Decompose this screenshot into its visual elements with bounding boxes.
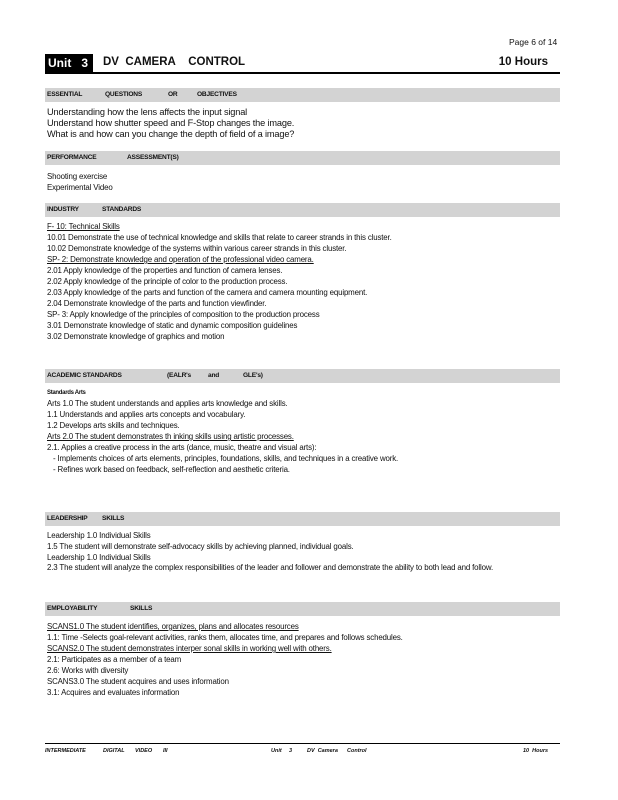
text-line: 1.1: Time -Selects goal-relevant activities, ranks them, allocates time, and prepares and follows schedules.: [47, 633, 403, 642]
text-line: 3.02 Demonstrate knowledge of graphics and motion: [47, 332, 225, 341]
footer-word: Control: [347, 748, 367, 754]
unit-label: Unit 3: [45, 54, 93, 72]
section-header-essential: [45, 88, 560, 102]
page-footer: [45, 743, 560, 754]
text-line: 2.04 Demonstrate knowledge of the parts and function viewfinder.: [47, 299, 267, 308]
section-header-performance: [45, 151, 560, 165]
footer-word: DIGITAL: [103, 748, 125, 754]
header-word: SKILLS: [130, 605, 153, 612]
section-header-academic: [45, 369, 560, 383]
text-line: Arts 1.0 The student understands and applies arts knowledge and skills.: [47, 399, 288, 408]
employability-skills-block: [47, 621, 559, 698]
text-line: Leadership 1.0 Individual Skills: [47, 553, 151, 562]
header-word: ESSENTIAL: [47, 91, 83, 98]
text-line: 2.01 Apply knowledge of the properties and function of camera lenses.: [47, 266, 283, 275]
text-line: Shooting exercise: [47, 172, 108, 181]
text-line: 3.01 Demonstrate knowledge of static and dynamic composition guidelines: [47, 321, 298, 330]
header-word: PERFORMANCE: [47, 154, 97, 161]
header-word: QUESTIONS: [105, 91, 143, 98]
text-line: Understanding how the lens affects the input signal: [47, 107, 248, 117]
footer-hours: 10 Hours: [523, 748, 549, 754]
section-header-industry: [45, 203, 560, 217]
text-line: 10.02 Demonstrate knowledge of the systems within various career strands in this cluster.: [47, 244, 347, 253]
text-line: F- 10: Technical Skills: [47, 222, 120, 231]
header-word: STANDARDS: [102, 206, 142, 213]
header-word: LEADERSHIP: [47, 515, 88, 522]
header-word: INDUSTRY: [47, 206, 79, 213]
text-line: Leadership 1.0 Individual Skills: [47, 531, 151, 540]
text-line: SP- 3: Apply knowledge of the principles of composition to the production process: [47, 310, 320, 319]
footer-word: III: [163, 748, 168, 754]
industry-standards-block: [47, 221, 559, 342]
footer-word: VIDEO: [135, 748, 153, 754]
text-line: 2.1: Participates as a member of a team: [47, 655, 182, 664]
text-line: Arts 2.0 The student demonstrates th inking skills using artistic processes.: [47, 432, 294, 441]
footer-word: 3: [289, 748, 293, 754]
text-line: What is and how can you change the depth of field of a image?: [47, 129, 295, 139]
text-line: 2.03 Apply knowledge of the parts and function of the camera and camera mounting equipment.: [47, 288, 368, 297]
header-word: and: [208, 372, 220, 379]
text-line: 2.02 Apply knowledge of the principle of color to the production process.: [47, 277, 288, 286]
text-line: 10.01 Demonstrate the use of technical knowledge and skills that relate to career strands in this cluster.: [47, 233, 392, 242]
header-word: ASSESSMENT(S): [127, 154, 179, 161]
header-word: ACADEMIC STANDARDS: [47, 372, 122, 379]
text-line: 1.5 The student will demonstrate self-advocacy skills by achieving planned, individual goals.: [47, 542, 354, 551]
header-word: OBJECTIVES: [197, 91, 237, 98]
text-line: - Implements choices of arts elements, principles, foundations, skills, and techniques in a creative work.: [53, 454, 399, 463]
text-line: 1.1 Understands and applies arts concepts and vocabulary.: [47, 410, 246, 419]
header-word: EMPLOYABILITY: [47, 605, 98, 612]
header-word: SKILLS: [102, 515, 125, 522]
header-word: GLE's): [243, 372, 263, 379]
academic-standards-block: [47, 388, 559, 475]
unit-hours: 10 Hours: [498, 56, 548, 68]
section-header-employability: [45, 602, 560, 616]
text-line: - Refines work based on feedback, self-reflection and aesthetic criteria.: [53, 465, 290, 474]
performance-block: [47, 171, 559, 193]
section-header-leadership: [45, 512, 560, 526]
text-line: SCANS3.0 The student acquires and uses information: [47, 677, 229, 686]
footer-word: Unit: [271, 748, 282, 754]
text-line: Experimental Video: [47, 183, 113, 192]
text-line: Understand how shutter speed and F-Stop changes the image.: [47, 118, 295, 128]
text-line: 2.1. Applies a creative process in the arts (dance, music, theatre and visual arts):: [47, 443, 317, 452]
header-word: (EALR's: [167, 372, 191, 379]
text-line: 1.2 Develops arts skills and techniques.: [47, 421, 180, 430]
unit-title: DV CAMERA CONTROL: [103, 56, 246, 68]
text-line: SCANS1.0 The student identifies, organizes, plans and allocates resources: [47, 622, 299, 631]
unit-title-bar: [45, 54, 560, 74]
page-number: Page 6 of 14: [509, 37, 558, 47]
text-line: SCANS2.0 The student demonstrates interper sonal skills in working well with others.: [47, 644, 332, 653]
text-line: 2.3 The student will analyze the complex responsibilities of the leader and follower and demonstrate the ability to both lead and follow.: [47, 563, 494, 572]
text-line: 3.1: Acquires and evaluates information: [47, 688, 180, 697]
header-word: OR: [168, 91, 178, 98]
footer-word: INTERMEDIATE: [45, 748, 86, 754]
leadership-skills-block: [47, 530, 559, 573]
text-line: 2.6: Works with diversity: [47, 666, 129, 675]
footer-word: DV Camera: [307, 748, 338, 754]
standards-sublabel: Standards Arts: [47, 390, 86, 396]
text-line: SP- 2: Demonstrate knowledge and operation of the professional video camera.: [47, 255, 314, 264]
essential-questions-block: [47, 107, 559, 140]
